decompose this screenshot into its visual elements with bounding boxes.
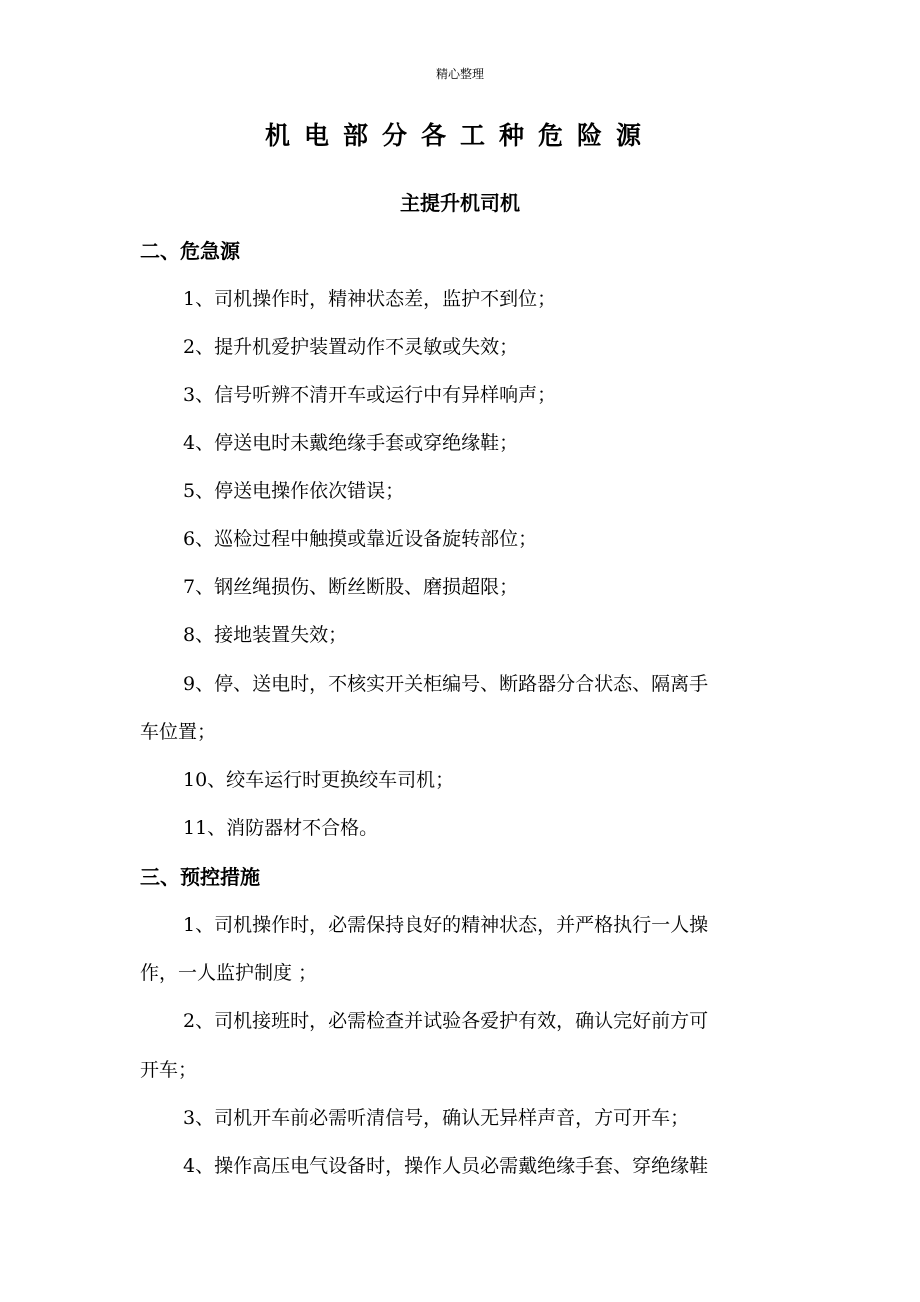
hazard-item-7: 7、钢丝绳损伤、断丝断股、磨损超限； (183, 576, 519, 598)
hazard-item-8: 8、接地装置失效； (183, 624, 348, 646)
measure-item-4: 4、操作高压电气设备时，操作人员必需戴绝缘手套、穿绝缘鞋 (183, 1155, 709, 1177)
hazard-item-3: 3、信号听辨不清开车或运行中有异样响声； (183, 384, 557, 406)
hazard-item-4: 4、停送电时未戴绝缘手套或穿绝缘鞋； (183, 432, 519, 454)
hazard-item-11: 11、消防器材不合格。 (183, 817, 379, 839)
document-subtitle: 主提升机司机 (400, 191, 520, 215)
hazard-item-6: 6、巡检过程中触摸或靠近设备旋转部位； (183, 528, 538, 550)
document-title: 机电部分各工种危险源 (264, 121, 655, 150)
hazard-item-1: 1、司机操作时，精神状态差，监护不到位； (183, 288, 557, 310)
hazard-item-5: 5、停送电操作依次错误； (183, 480, 405, 502)
hazard-item-9: 9、停、送电时，不核实开关柜编号、断路器分合状态、隔离手 (183, 673, 709, 695)
measure-item-1: 1、司机操作时，必需保持良好的精神状态，并严格执行一人操 (183, 914, 709, 936)
measure-item-3: 3、司机开车前必需听清信号，确认无异样声音，方可开车； (183, 1107, 690, 1129)
hazard-item-10: 10、绞车运行时更换绞车司机； (183, 769, 455, 791)
section-heading-hazards: 二、危急源 (140, 239, 240, 263)
measure-item-2-continued: 开车； (140, 1059, 198, 1081)
header-note: 精心整理 (435, 67, 484, 81)
hazard-item-2: 2、提升机爱护装置动作不灵敏或失效； (183, 336, 519, 358)
section-heading-measures: 三、预控措施 (140, 865, 260, 889)
measure-item-1-continued: 作，一人监护制度 ； (140, 962, 318, 984)
measure-item-2: 2、司机接班时，必需检查并试验各爱护有效，确认完好前方可 (183, 1010, 709, 1032)
hazard-item-9-continued: 车位置； (140, 721, 217, 743)
